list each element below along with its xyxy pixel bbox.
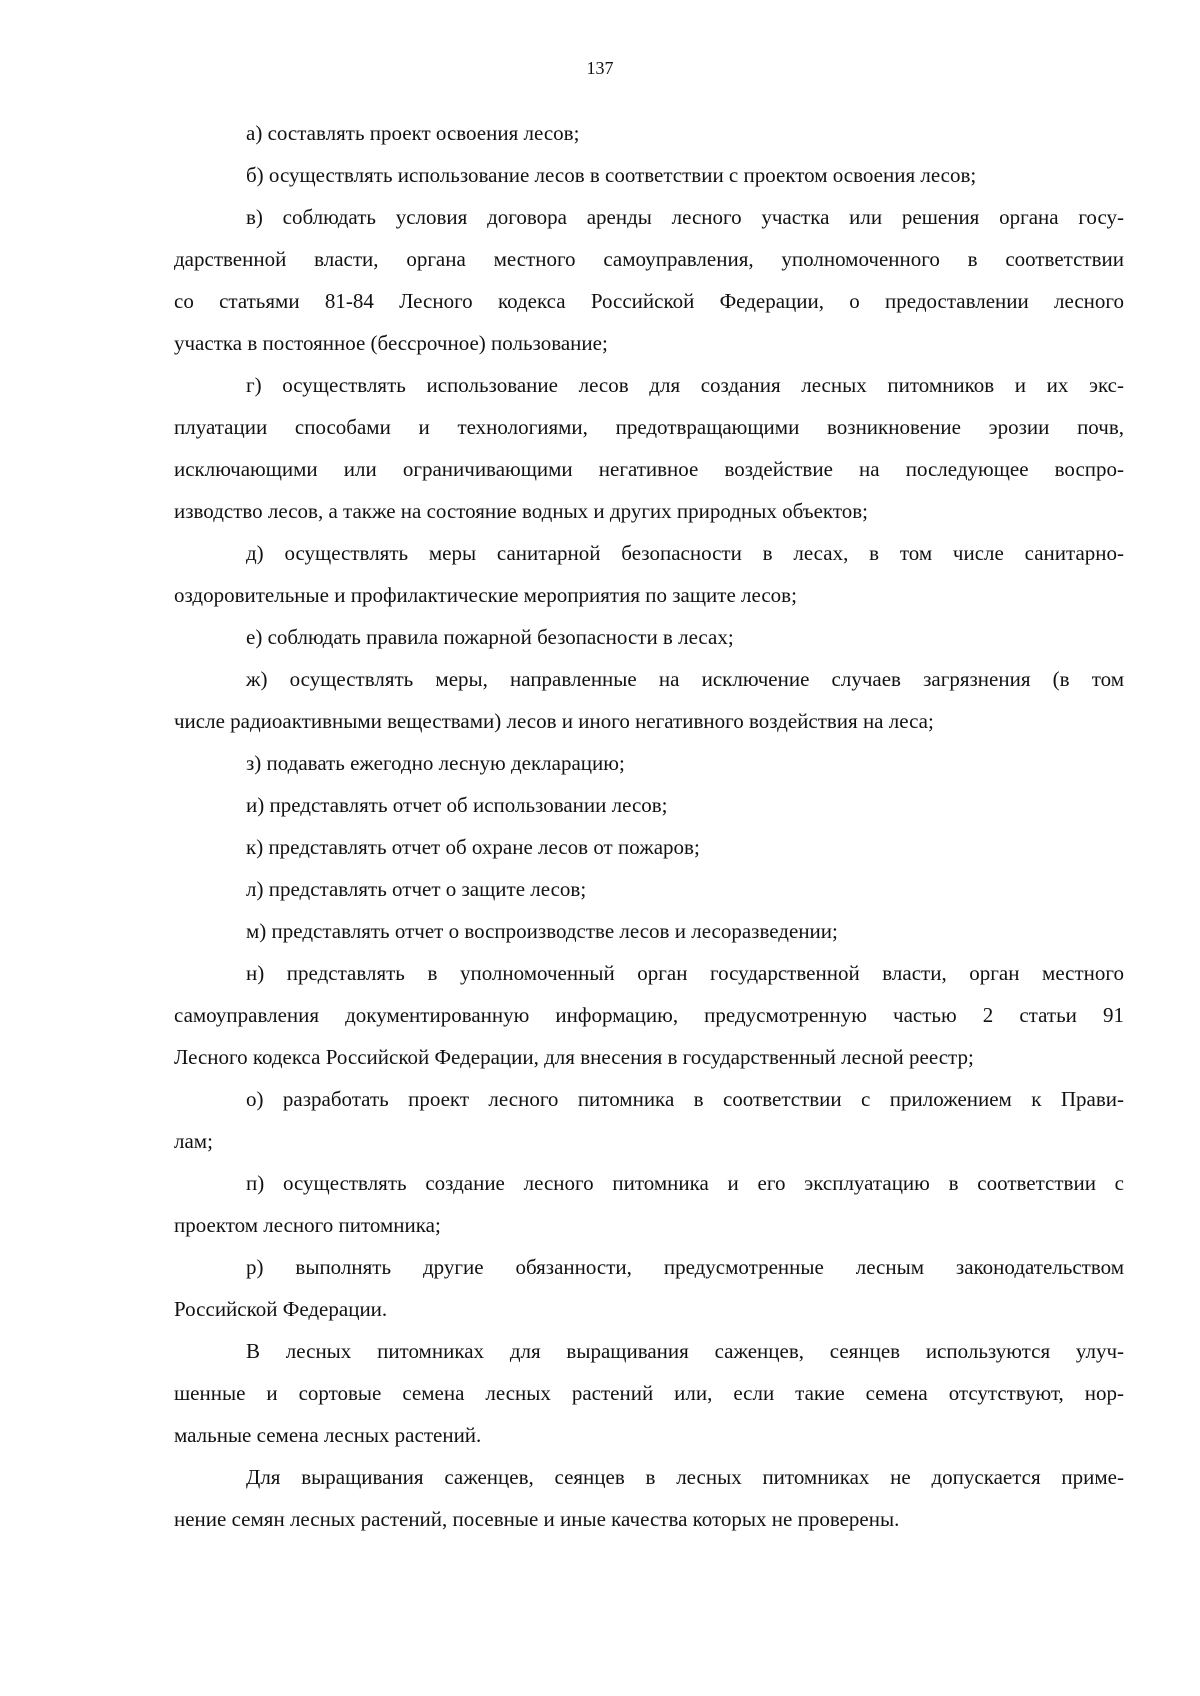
text-line: шенные и сортовые семена лесных растений или, если такие семена отсутствуют, нор-: [174, 1381, 1124, 1405]
text-line: н) представлять в уполномоченный орган государственной власти, орган местного: [246, 961, 1124, 985]
paragraph-d: [174, 532, 1124, 616]
paragraph-m: [174, 910, 1124, 952]
text-line: лам;: [174, 1129, 213, 1153]
paragraph-g: [174, 364, 1124, 532]
paragraph-k: [174, 826, 1124, 868]
paragraph-n: [174, 952, 1124, 1078]
text-line: проектом лесного питомника;: [174, 1213, 441, 1237]
text-line: и) представлять отчет об использовании лесов;: [246, 793, 668, 817]
text-line: з) подавать ежегодно лесную декларацию;: [246, 751, 625, 775]
text-line: мальные семена лесных растений.: [174, 1423, 482, 1447]
text-line: Российской Федерации.: [174, 1297, 388, 1321]
paragraph-v: [174, 196, 1124, 364]
text-line: оздоровительные и профилактические мероприятия по защите лесов;: [174, 583, 797, 607]
paragraph-zh: [174, 658, 1124, 742]
text-line: исключающими или ограничивающими негативное воздействие на последующее воспро-: [174, 457, 1124, 481]
text-line: е) соблюдать правила пожарной безопасности в лесах;: [246, 625, 734, 649]
text-line: со статьями 81-84 Лесного кодекса Российской Федерации, о предоставлении лесного: [174, 289, 1124, 313]
paragraph-seeds-unchecked: [174, 1456, 1124, 1540]
text-line: г) осуществлять использование лесов для создания лесных питомников и их экс-: [246, 373, 1124, 397]
paragraph-i: [174, 784, 1124, 826]
text-line: л) представлять отчет о защите лесов;: [246, 877, 587, 901]
text-line: нение семян лесных растений, посевные и иные качества которых не проверены.: [174, 1507, 900, 1531]
document-body: [174, 112, 1124, 1540]
text-line: В лесных питомниках для выращивания саженцев, сеянцев используются улуч-: [246, 1339, 1124, 1363]
text-line: о) разработать проект лесного питомника в соответствии с приложением к Прави-: [246, 1087, 1124, 1111]
paragraph-b: [174, 154, 1124, 196]
page-number: 137: [586, 58, 614, 78]
paragraph-r: [174, 1246, 1124, 1330]
paragraph-e: [174, 616, 1124, 658]
text-line: ж) осуществлять меры, направленные на исключение случаев загрязнения (в том: [246, 667, 1124, 691]
paragraph-z: [174, 742, 1124, 784]
text-line: Для выращивания саженцев, сеянцев в лесных питомниках не допускается приме-: [246, 1465, 1124, 1489]
text-line: числе радиоактивными веществами) лесов и иного негативного воздействия на леса;: [174, 709, 934, 733]
paragraph-seeds-improved: [174, 1330, 1124, 1456]
text-line: п) осуществлять создание лесного питомника и его эксплуатацию в соответствии с: [246, 1171, 1124, 1195]
text-line: б) осуществлять использование лесов в соответствии с проектом освоения лесов;: [246, 163, 977, 187]
text-line: изводство лесов, а также на состояние водных и других природных объектов;: [174, 499, 868, 523]
paragraph-a: [174, 112, 1124, 154]
paragraph-p: [174, 1162, 1124, 1246]
text-line: р) выполнять другие обязанности, предусмотренные лесным законодательством: [246, 1255, 1124, 1279]
text-line: дарственной власти, органа местного самоуправления, уполномоченного в соответствии: [174, 247, 1124, 271]
paragraph-o: [174, 1078, 1124, 1162]
text-line: плуатации способами и технологиями, предотвращающими возникновение эрозии почв,: [174, 415, 1124, 439]
text-line: д) осуществлять меры санитарной безопасности в лесах, в том числе санитарно-: [246, 541, 1124, 565]
text-line: м) представлять отчет о воспроизводстве лесов и лесоразведении;: [246, 919, 838, 943]
text-line: самоуправления документированную информацию, предусмотренную частью 2 статьи 91: [174, 1003, 1124, 1027]
text-line: в) соблюдать условия договора аренды лесного участка или решения органа госу-: [246, 205, 1124, 229]
text-line: участка в постоянное (бессрочное) пользование;: [174, 331, 608, 355]
text-line: Лесного кодекса Российской Федерации, для внесения в государственный лесной реестр;: [174, 1045, 974, 1069]
text-line: а) составлять проект освоения лесов;: [246, 121, 580, 145]
text-line: к) представлять отчет об охране лесов от пожаров;: [246, 835, 700, 859]
paragraph-l: [174, 868, 1124, 910]
